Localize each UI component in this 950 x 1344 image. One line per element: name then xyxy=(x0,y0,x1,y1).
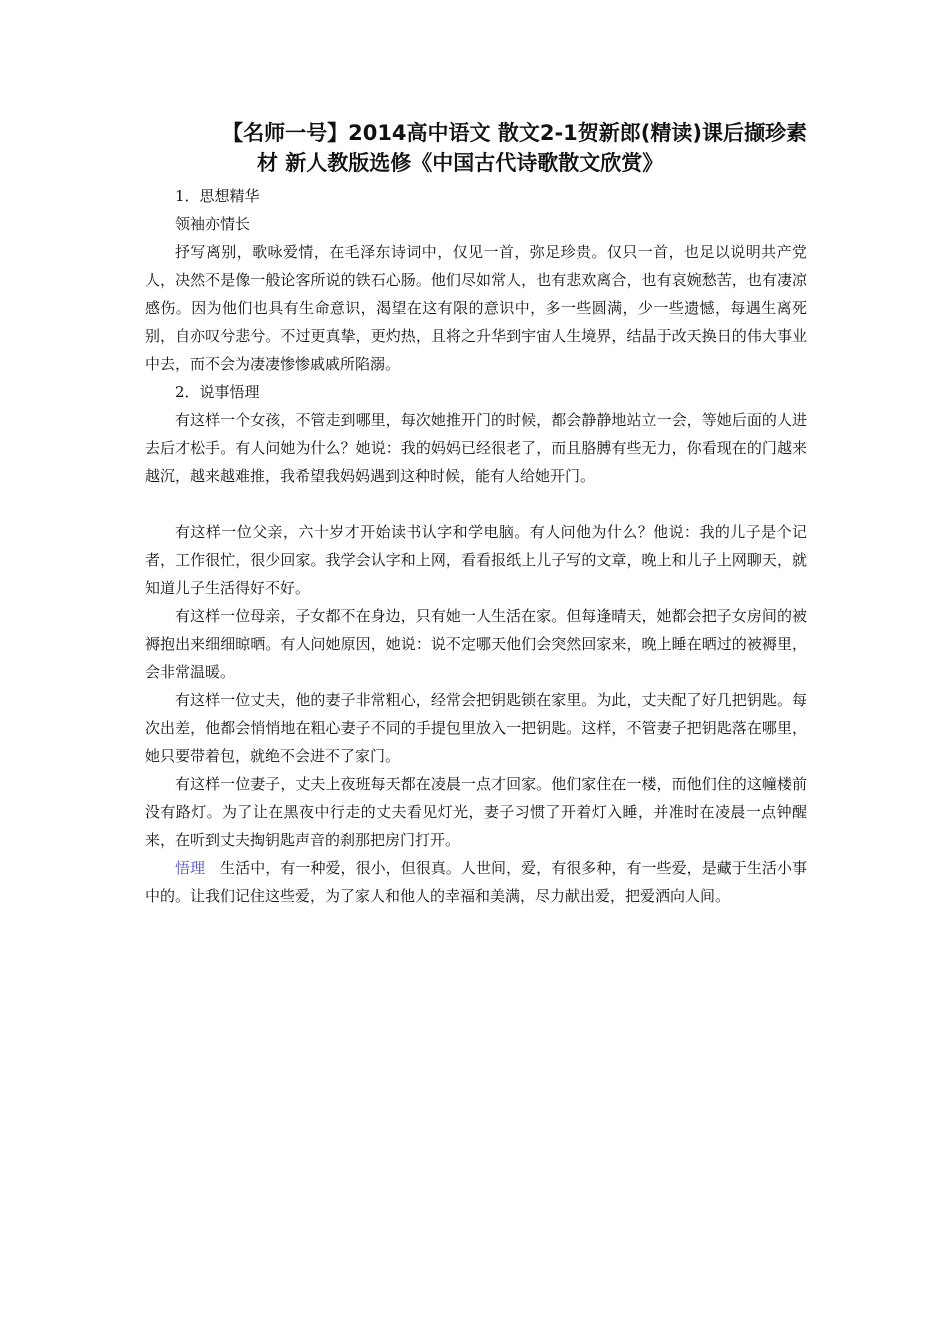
insight-paragraph xyxy=(145,854,807,910)
story-paragraph-girl: 有这样一个女孩，不管走到哪里，每次她推开门的时候，都会静静地站立一会，等她后面的人进去后才松手。有人问她为什么？她说：我的妈妈已经很老了，而且胳膊有些无力，你看现在的门越来越沉，越来越难推，我希望我妈妈遇到这种时候，能有人给她开门。 xyxy=(145,411,807,485)
insight-label: 悟理 xyxy=(175,859,206,877)
document-page xyxy=(145,118,807,910)
section-1-subheading: 领袖亦情长 xyxy=(175,215,251,233)
section-1-heading: 1．思想精华 xyxy=(175,187,260,205)
section-2-heading: 2．说事悟理 xyxy=(175,383,260,401)
section-1-paragraph: 抒写离别，歌咏爱情，在毛泽东诗词中，仅见一首，弥足珍贵。仅只一首，也足以说明共产党人，决然不是像一般论客所说的铁石心肠。他们尽如常人，也有悲欢离合，也有哀婉愁苦，也有凄凉感伤。因为他们也具有生命意识，渴望在这有限的意识中，多一些圆满，少一些遗憾，每遇生离死别，自亦叹兮悲兮。不过更真挚，更灼热，且将之升华到宇宙人生境界，结晶于改天换日的伟大事业中去，而不会为凄凄惨惨戚戚所陷溺。 xyxy=(145,243,807,373)
document-title xyxy=(145,118,807,178)
story-paragraph-father: 有这样一位父亲，六十岁才开始读书认字和学电脑。有人问他为什么？他说：我的儿子是个记者，工作很忙，很少回家。我学会认字和上网，看看报纸上儿子写的文章，晚上和儿子上网聊天，就知道儿子生活得好不好。 xyxy=(145,523,807,597)
story-paragraph-wife: 有这样一位妻子，丈夫上夜班每天都在凌晨一点才回家。他们家住在一楼，而他们住的这幢楼前没有路灯。为了让在黑夜中行走的丈夫看见灯光，妻子习惯了开着灯入睡，并准时在凌晨一点钟醒来，在听到丈夫掏钥匙声音的刹那把房门打开。 xyxy=(145,775,807,849)
title-line-1: 【名师一号】2014高中语文 散文2-1贺新郎(精读)课后撷珍素 xyxy=(222,121,807,145)
story-paragraph-husband: 有这样一位丈夫，他的妻子非常粗心，经常会把钥匙锁在家里。为此，丈夫配了好几把钥匙。每次出差，他都会悄悄地在粗心妻子不同的手提包里放入一把钥匙。这样，不管妻子把钥匙落在哪里，她只要带着包，就绝不会进不了家门。 xyxy=(145,691,807,765)
story-paragraph-mother: 有这样一位母亲，子女都不在身边，只有她一人生活在家。但每逢晴天，她都会把子女房间的被褥抱出来细细晾晒。有人问她原因，她说：说不定哪天他们会突然回家来，晚上睡在晒过的被褥里，会非常温暖。 xyxy=(145,607,807,681)
insight-text: 生活中，有一种爱，很小，但很真。人世间，爱，有很多种，有一些爱，是藏于生活小事中的。让我们记住这些爱，为了家人和他人的幸福和美满，尽力献出爱，把爱洒向人间。 xyxy=(145,859,807,905)
title-line-2: 材 新人教版选修《中国古代诗歌散文欣赏》 xyxy=(257,151,664,175)
